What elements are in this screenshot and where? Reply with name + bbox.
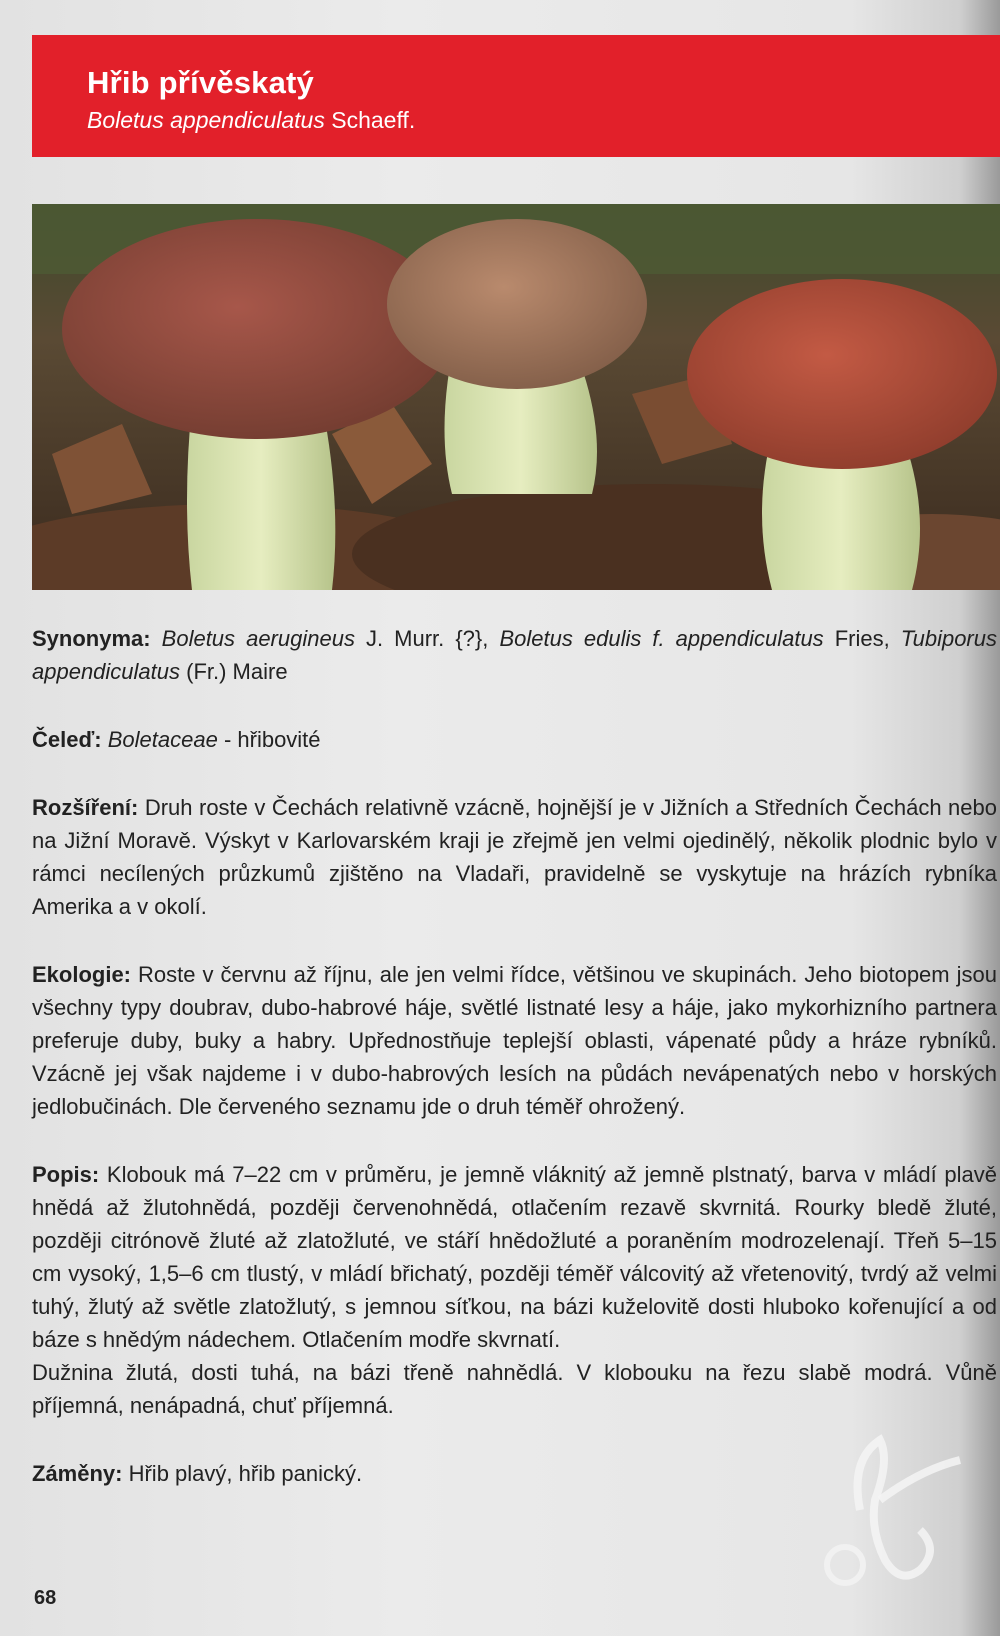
distribution-paragraph: [32, 791, 997, 923]
distribution-label: Rozšíření:: [32, 795, 139, 820]
family-latin: Boletaceae: [107, 727, 218, 752]
species-description: [32, 622, 997, 1525]
synonym-3-author: (Fr.) Maire: [180, 659, 288, 684]
flesh-paragraph: Dužnina žlutá, dosti tuhá, na bázi třeně nahnědlá. V klobouku na řezu slabě modrá. Vůně příjemná, nenápadná, chuť příjemná.: [32, 1360, 997, 1418]
latin-author: Schaeff.: [331, 107, 416, 133]
family-label: Čeleď:: [32, 727, 102, 752]
synonym-1-author: J. Murr. {?},: [354, 626, 500, 651]
description-label: Popis:: [32, 1162, 100, 1187]
ecology-paragraph: [32, 958, 997, 1123]
synonym-2: Boletus edulis f. appendiculatus: [499, 626, 824, 651]
mushroom-cap-right: [687, 279, 997, 469]
distribution-text: Druh roste v Čechách relativně vzácně, hojnější je v Jižních a Středních Čechách nebo na Jižní Moravě. Výskyt v Karlovarském kraji je zřejmě jen velmi ojedinělý, několik plodnic bylo v rámci necílených průzkumů zjištěno na Vladaři, pravidelně se vyskytuje na hrázích rybníka Amerika a v okolí.: [32, 795, 997, 919]
species-title: Hřib přívěskatý: [87, 65, 314, 100]
synonym-2-author: Fries,: [823, 626, 901, 651]
latin-name: Boletus appendiculatus: [87, 107, 325, 133]
mushroom-photo: [32, 204, 1000, 590]
publisher-watermark-icon: [820, 1420, 970, 1600]
description-text: Klobouk má 7–22 cm v průměru, je jemně vláknitý až jemně plstnatý, barva v mládí plavě hnědá až žlutohnědá, později červenohnědá, otlačením rezavě skvrnitá. Rourky bledě žluté, později citrónově žluté až zlatožluté, ve stáří hnědožluté a poraněním modrozelenají. Třeň 5–15 cm vysoký, 1,5–6 cm tlustý, v mládí břichatý, později téměř válcovitý až vřetenovitý, tvrdý až velmi tuhý, žlutý až světle zlatožlutý, s jemnou síťkou, na bázi kuželovitě dosti hluboko kořenující a od báze s hnědým nádechem. Otlačením modře skvrnatí.: [32, 1162, 997, 1352]
synonyms-paragraph: [32, 622, 997, 688]
family-paragraph: [32, 723, 997, 756]
family-czech: - hřibovité: [217, 727, 321, 752]
ecology-label: Ekologie:: [32, 962, 132, 987]
lookalikes-label: Záměny:: [32, 1461, 123, 1486]
synonym-3: Tubiporus appendiculatus: [32, 626, 997, 684]
description-paragraph: [32, 1158, 997, 1356]
page-number: 68: [34, 1587, 57, 1609]
ecology-text: Roste v červnu až říjnu, ale jen velmi řídce, většinou ve skupinách. Jeho biotopem jsou všechny typy doubrav, dubo-habrové háje, světlé listnaté lesy a háje, jako mykorhizního partnera preferuje duby, buky a habry. Upřednostňuje teplejší oblasti, vápenaté půdy a hráze rybníků. Vzácně jej však najdeme i v dubo-habrových lesích na půdách nevápenatých nebo v horských jedlobučinách. Dle červeného seznamu jde o druh téměř ohrožený.: [32, 962, 997, 1119]
species-latin-name: [87, 107, 415, 134]
species-header-banner: [32, 35, 1000, 157]
mushroom-cap-middle: [387, 219, 647, 389]
synonyms-label: Synonyma:: [32, 626, 151, 651]
synonym-1: Boletus aerugineus: [161, 626, 355, 651]
lookalikes-text: Hřib plavý, hřib panický.: [122, 1461, 363, 1486]
